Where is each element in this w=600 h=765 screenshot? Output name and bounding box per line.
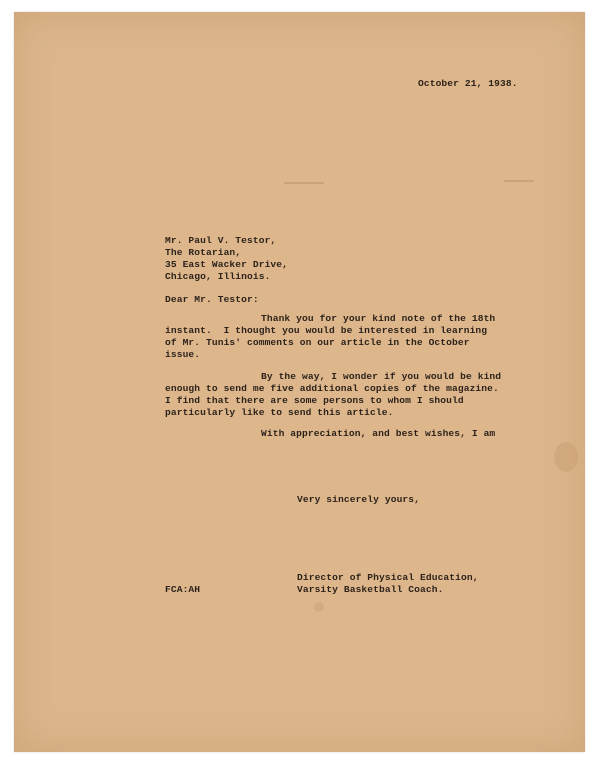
- body-line: I find that there are some persons to whom I should: [165, 395, 464, 406]
- signature-title-line: Varsity Basketball Coach.: [297, 584, 444, 595]
- salutation: Dear Mr. Testor:: [165, 294, 259, 305]
- body-paragraph-3: With appreciation, and best wishes, I am: [261, 428, 496, 439]
- body-line: instant. I thought you would be interested in learning: [165, 325, 488, 336]
- address-line: Chicago, Illinois.: [165, 271, 271, 282]
- faint-mark: [284, 182, 324, 184]
- address-line: The Rotarian,: [165, 247, 242, 258]
- signature-title-line: Director of Physical Education,: [297, 572, 479, 583]
- faint-mark: [504, 180, 534, 182]
- body-line: of Mr. Tunis' comments on our article in the October: [165, 337, 470, 348]
- body-line: particularly like to send this article.: [165, 407, 394, 418]
- address-line: Mr. Paul V. Testor,: [165, 235, 277, 246]
- typist-initials: FCA:AH: [165, 584, 201, 595]
- body-line: issue.: [165, 349, 201, 360]
- paper-spot: [314, 602, 324, 612]
- address-line: 35 East Wacker Drive,: [165, 259, 289, 270]
- paper-stain: [554, 442, 578, 472]
- complimentary-close: Very sincerely yours,: [297, 494, 421, 505]
- body-line: By the way, I wonder if you would be kind: [261, 371, 502, 382]
- body-line: Thank you for your kind note of the 18th: [261, 313, 496, 324]
- letter-date: October 21, 1938.: [418, 78, 518, 89]
- body-line: enough to send me five additional copies of the magazine.: [165, 383, 499, 394]
